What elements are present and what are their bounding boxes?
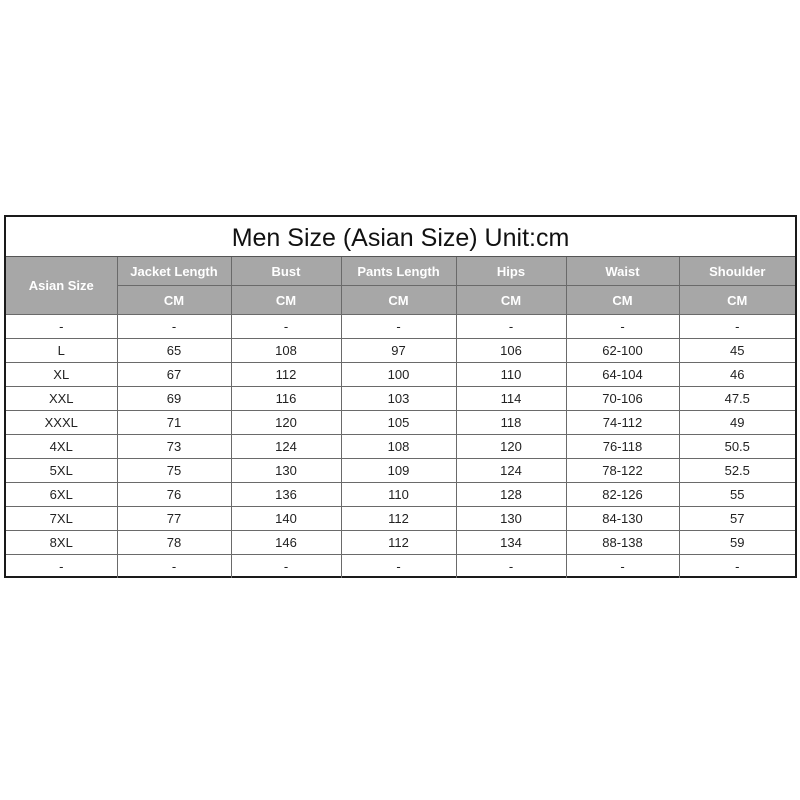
pants-length-cell: 103 [341, 387, 456, 411]
table-row [6, 411, 795, 435]
bust-cell: 146 [231, 531, 341, 555]
bust-cell: - [231, 555, 341, 579]
size-cell: - [6, 315, 117, 339]
waist-cell: 74-112 [566, 411, 679, 435]
hips-cell: - [456, 315, 566, 339]
table-row [6, 459, 795, 483]
chart-title: Men Size (Asian Size) Unit:cm [6, 217, 795, 257]
hips-cell: - [456, 555, 566, 579]
table-row [6, 339, 795, 363]
table-row [6, 483, 795, 507]
bust-cell: 108 [231, 339, 341, 363]
size-cell: 8XL [6, 531, 117, 555]
waist-cell: - [566, 555, 679, 579]
bust-cell: 120 [231, 411, 341, 435]
hips-cell: 106 [456, 339, 566, 363]
hips-cell: 120 [456, 435, 566, 459]
size-cell: 5XL [6, 459, 117, 483]
pants-length-cell: 100 [341, 363, 456, 387]
header-hips: Hips [456, 257, 566, 286]
size-cell: 6XL [6, 483, 117, 507]
shoulder-cell: 47.5 [679, 387, 795, 411]
hips-cell: 128 [456, 483, 566, 507]
pants-length-cell: - [341, 555, 456, 579]
unit-label: CM [456, 286, 566, 315]
table-row [6, 531, 795, 555]
jacket-length-cell: 69 [117, 387, 231, 411]
pants-length-cell: 109 [341, 459, 456, 483]
header-pants-length: Pants Length [341, 257, 456, 286]
unit-label: CM [231, 286, 341, 315]
waist-cell: 64-104 [566, 363, 679, 387]
jacket-length-cell: 65 [117, 339, 231, 363]
shoulder-cell: 49 [679, 411, 795, 435]
shoulder-cell: 57 [679, 507, 795, 531]
table-row [6, 435, 795, 459]
jacket-length-cell: 77 [117, 507, 231, 531]
waist-cell: - [566, 315, 679, 339]
header-bust: Bust [231, 257, 341, 286]
size-cell: XL [6, 363, 117, 387]
bust-cell: 136 [231, 483, 341, 507]
hips-cell: 124 [456, 459, 566, 483]
table-row [6, 315, 795, 339]
jacket-length-cell: 75 [117, 459, 231, 483]
header-jacket-length: Jacket Length [117, 257, 231, 286]
unit-row [6, 286, 795, 315]
bust-cell: - [231, 315, 341, 339]
shoulder-cell: 46 [679, 363, 795, 387]
shoulder-cell: 59 [679, 531, 795, 555]
shoulder-cell: - [679, 555, 795, 579]
bust-cell: 116 [231, 387, 341, 411]
waist-cell: 88-138 [566, 531, 679, 555]
jacket-length-cell: - [117, 315, 231, 339]
hips-cell: 110 [456, 363, 566, 387]
unit-label: CM [117, 286, 231, 315]
hips-cell: 118 [456, 411, 566, 435]
pants-length-cell: - [341, 315, 456, 339]
size-cell: L [6, 339, 117, 363]
size-cell: XXXL [6, 411, 117, 435]
pants-length-cell: 110 [341, 483, 456, 507]
size-chart [4, 215, 797, 578]
header-row [6, 257, 795, 286]
size-table [6, 257, 795, 578]
table-row [6, 555, 795, 579]
pants-length-cell: 105 [341, 411, 456, 435]
header-waist: Waist [566, 257, 679, 286]
bust-cell: 130 [231, 459, 341, 483]
unit-label: CM [679, 286, 795, 315]
size-cell: 7XL [6, 507, 117, 531]
bust-cell: 140 [231, 507, 341, 531]
waist-cell: 78-122 [566, 459, 679, 483]
pants-length-cell: 97 [341, 339, 456, 363]
shoulder-cell: 50.5 [679, 435, 795, 459]
shoulder-cell: 45 [679, 339, 795, 363]
table-row [6, 507, 795, 531]
size-cell: XXL [6, 387, 117, 411]
hips-cell: 130 [456, 507, 566, 531]
bust-cell: 124 [231, 435, 341, 459]
waist-cell: 84-130 [566, 507, 679, 531]
jacket-length-cell: 73 [117, 435, 231, 459]
waist-cell: 76-118 [566, 435, 679, 459]
hips-cell: 134 [456, 531, 566, 555]
size-cell: 4XL [6, 435, 117, 459]
shoulder-cell: 55 [679, 483, 795, 507]
jacket-length-cell: 78 [117, 531, 231, 555]
unit-label: CM [341, 286, 456, 315]
waist-cell: 70-106 [566, 387, 679, 411]
table-row [6, 363, 795, 387]
jacket-length-cell: - [117, 555, 231, 579]
header-asian-size: Asian Size [6, 257, 117, 315]
pants-length-cell: 112 [341, 507, 456, 531]
bust-cell: 112 [231, 363, 341, 387]
jacket-length-cell: 67 [117, 363, 231, 387]
size-cell: - [6, 555, 117, 579]
waist-cell: 82-126 [566, 483, 679, 507]
pants-length-cell: 112 [341, 531, 456, 555]
shoulder-cell: - [679, 315, 795, 339]
jacket-length-cell: 76 [117, 483, 231, 507]
hips-cell: 114 [456, 387, 566, 411]
pants-length-cell: 108 [341, 435, 456, 459]
jacket-length-cell: 71 [117, 411, 231, 435]
table-row [6, 387, 795, 411]
unit-label: CM [566, 286, 679, 315]
waist-cell: 62-100 [566, 339, 679, 363]
shoulder-cell: 52.5 [679, 459, 795, 483]
header-shoulder: Shoulder [679, 257, 795, 286]
